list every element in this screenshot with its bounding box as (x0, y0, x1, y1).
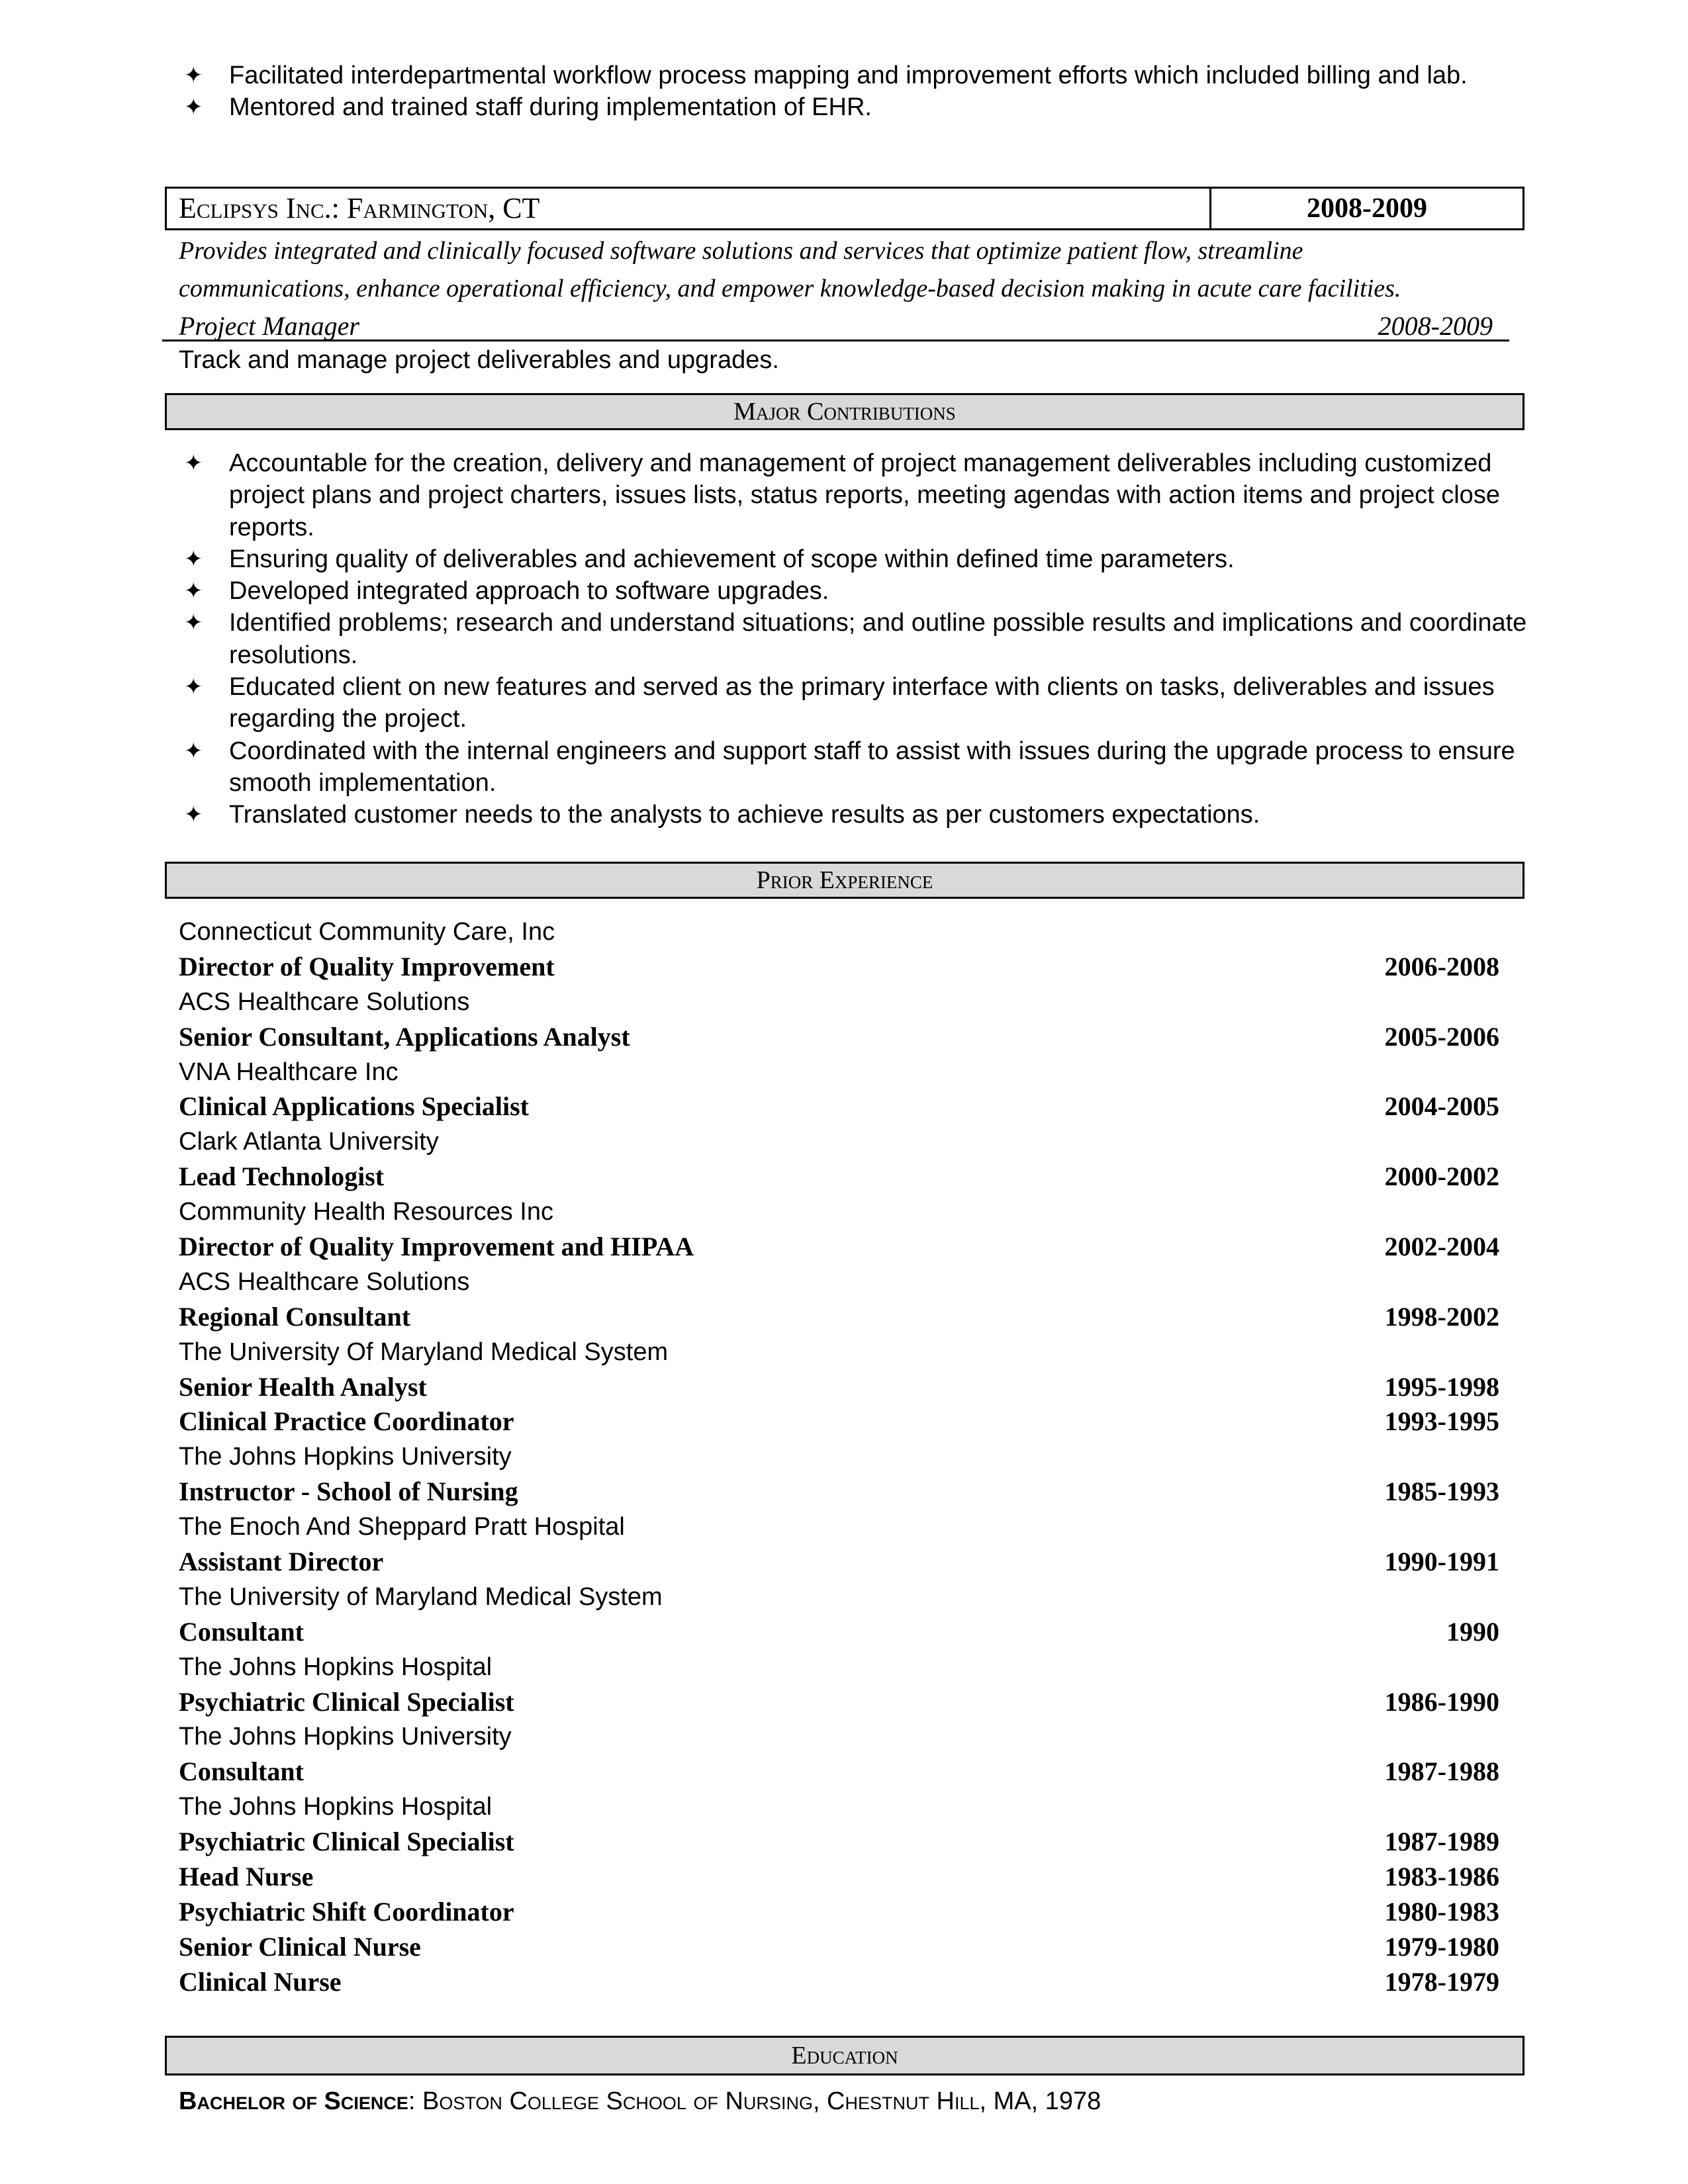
job-title: Psychiatric Shift Coordinator (179, 1896, 514, 1927)
job-dates: 2002-2004 (1384, 1232, 1499, 1262)
employer-row (179, 1719, 1499, 1754)
employer-row (179, 1580, 1499, 1615)
contribution-text: Ensuring quality of deliverables and achievement of scope within defined time parameters. (229, 545, 1235, 573)
job-dates: 2006-2008 (1384, 951, 1499, 981)
job-title-row (179, 1825, 1499, 1860)
job-dates: 1987-1988 (1384, 1756, 1499, 1787)
job-dates: 1995-1998 (1384, 1371, 1499, 1402)
job-title: Consultant (179, 1756, 304, 1787)
separator: : (408, 2087, 416, 2115)
contribution-item (184, 575, 1528, 607)
contribution-item (184, 607, 1528, 671)
job-title: Senior Clinical Nurse (179, 1931, 421, 1962)
job-title-row (179, 1160, 1499, 1195)
job-title-row (179, 1475, 1499, 1510)
role-summary: Track and manage project deliverables and upgrades. (179, 346, 779, 374)
section-header-major-contributions: Major Contributions (165, 393, 1524, 430)
contribution-item (184, 735, 1528, 799)
job-dates: 1990 (1446, 1616, 1499, 1647)
job-dates: 2000-2002 (1384, 1161, 1499, 1192)
job-dates: 1980-1983 (1384, 1896, 1499, 1927)
bullet-text: Mentored and trained staff during implementation of EHR. (229, 93, 872, 122)
job-title: Director of Quality Improvement and HIPAA (179, 1232, 694, 1262)
job-title: Psychiatric Clinical Specialist (179, 1827, 514, 1857)
job-title-row (179, 1895, 1499, 1930)
employer-dates: 2008-2009 (1307, 193, 1427, 224)
employer-name: VNA Healthcare Inc (179, 1058, 399, 1086)
job-dates: 1990-1991 (1384, 1547, 1499, 1577)
contribution-item (184, 447, 1528, 543)
job-dates: 1985-1993 (1384, 1477, 1499, 1507)
job-title-row (179, 1300, 1499, 1335)
employer-name: Community Health Resources Inc (179, 1198, 553, 1226)
major-contributions-list (184, 447, 1528, 831)
job-title: Clinical Practice Coordinator (179, 1406, 514, 1437)
top-bullet-list (184, 60, 1528, 124)
bullet-item (184, 60, 1528, 91)
employer-name: The Johns Hopkins Hospital (179, 1653, 492, 1681)
employer-name: The Johns Hopkins Hospital (179, 1793, 492, 1821)
employer-row (179, 1195, 1499, 1230)
four-pointed-star-icon: ✦ (184, 545, 203, 572)
description-line: communications, enhance operational efficiency, and empower knowledge-based decision making in acute care facilities. (179, 275, 1401, 302)
job-title-row (179, 950, 1499, 985)
employer-name: The University Of Maryland Medical System (179, 1338, 669, 1366)
job-dates: 1986-1990 (1384, 1686, 1499, 1717)
role-title: Project Manager (179, 311, 359, 341)
section-header-prior-experience: Prior Experience (165, 862, 1524, 899)
employer-name: ACS Healthcare Solutions (179, 987, 470, 1016)
job-title: Head Nurse (179, 1862, 314, 1892)
four-pointed-star-icon: ✦ (184, 94, 203, 121)
job-dates: 1983-1986 (1384, 1862, 1499, 1892)
employer-name: Eclipsys Inc.: Farmington, CT (167, 189, 1211, 228)
employer-row (179, 985, 1499, 1020)
contribution-text: Accountable for the creation, delivery and management of project management deliverables including customized project plans and project charters, issues lists, status reports, meeting agendas with action items and project close reports. (229, 449, 1500, 541)
four-pointed-star-icon: ✦ (184, 450, 203, 477)
employer-name: Clark Atlanta University (179, 1128, 439, 1156)
employer-row (179, 915, 1499, 950)
employer-row (179, 1650, 1499, 1685)
employer-row (179, 1335, 1499, 1370)
employer-row (179, 1790, 1499, 1825)
employer-row (179, 1124, 1499, 1160)
job-title-row (179, 1754, 1499, 1790)
job-title: Lead Technologist (179, 1161, 385, 1192)
role-line (162, 308, 1509, 341)
four-pointed-star-icon: ✦ (184, 801, 203, 829)
employer-name: Connecticut Community Care, Inc (179, 918, 555, 946)
four-pointed-star-icon: ✦ (184, 578, 203, 605)
job-title: Senior Health Analyst (179, 1371, 427, 1402)
job-dates: 2005-2006 (1384, 1021, 1499, 1052)
job-title-row (179, 1020, 1499, 1055)
job-title-row (179, 1615, 1499, 1650)
job-title-row (179, 1685, 1499, 1720)
employer-row (179, 1265, 1499, 1300)
school: Boston College School of Nursing, Chestnut Hill, MA, 1978 (422, 2087, 1102, 2115)
job-dates: 1993-1995 (1384, 1406, 1499, 1437)
job-title: Psychiatric Clinical Specialist (179, 1686, 514, 1717)
contribution-item (184, 671, 1528, 735)
four-pointed-star-icon: ✦ (184, 62, 203, 89)
employer-name: ACS Healthcare Solutions (179, 1267, 470, 1296)
employer-name: The Johns Hopkins University (179, 1723, 512, 1751)
job-title-row (179, 1545, 1499, 1580)
contribution-text: Coordinated with the internal engineers and support staff to assist with issues during the upgrade process to ensure smooth implementation. (229, 737, 1515, 797)
contribution-item (184, 799, 1528, 831)
contribution-text: Developed integrated approach to software upgrades. (229, 577, 829, 606)
employer-row (179, 1510, 1499, 1545)
employer-description (179, 232, 1529, 308)
education-entry (179, 2085, 1101, 2117)
job-title: Consultant (179, 1616, 304, 1647)
role-dates: 2008-2009 (1378, 311, 1493, 341)
job-title-row (179, 1370, 1499, 1405)
employer-name: The University of Maryland Medical System (179, 1582, 663, 1611)
employer-row (179, 1439, 1499, 1475)
prior-experience-list (179, 915, 1499, 2000)
job-dates: 1987-1989 (1384, 1827, 1499, 1857)
four-pointed-star-icon: ✦ (184, 610, 203, 637)
job-title-row (179, 1965, 1499, 2000)
employer-header-box (165, 187, 1524, 230)
contribution-text: Translated customer needs to the analysts to achieve results as per customers expectations. (229, 801, 1260, 829)
employer-row (179, 1055, 1499, 1090)
bullet-text: Facilitated interdepartmental workflow process mapping and improvement efforts which included billing and lab. (229, 62, 1468, 89)
job-title: Assistant Director (179, 1547, 384, 1577)
job-dates: 2004-2005 (1384, 1091, 1499, 1122)
job-title: Clinical Applications Specialist (179, 1091, 529, 1122)
job-title: Clinical Nurse (179, 1966, 342, 1997)
four-pointed-star-icon: ✦ (184, 674, 203, 701)
job-title-row (179, 1860, 1499, 1895)
job-title: Senior Consultant, Applications Analyst (179, 1021, 630, 1052)
job-title-row (179, 1404, 1499, 1439)
contribution-text: Educated client on new features and served as the primary interface with clients on tasks, deliverables and issues regarding the project. (229, 673, 1495, 733)
job-title-row (179, 1089, 1499, 1124)
bullet-item (184, 91, 1528, 123)
job-title: Regional Consultant (179, 1301, 411, 1332)
job-dates: 1998-2002 (1384, 1301, 1499, 1332)
employer-name: The Johns Hopkins University (179, 1443, 512, 1471)
section-header-education: Education (165, 2036, 1524, 2075)
job-title: Instructor - School of Nursing (179, 1477, 518, 1507)
description-line: Provides integrated and clinically focused software solutions and services that optimize patient flow, streamline (179, 237, 1303, 265)
job-title-row (179, 1930, 1499, 1965)
job-title: Director of Quality Improvement (179, 951, 555, 981)
job-dates: 1978-1979 (1384, 1966, 1499, 1997)
degree: Bachelor of Science (179, 2087, 408, 2115)
four-pointed-star-icon: ✦ (184, 737, 203, 764)
contribution-item (184, 543, 1528, 575)
job-title-row (179, 1230, 1499, 1265)
job-dates: 1979-1980 (1384, 1931, 1499, 1962)
employer-name: The Enoch And Sheppard Pratt Hospital (179, 1513, 625, 1541)
contribution-text: Identified problems; research and understand situations; and outline possible results and implications and coordinate resolutions. (229, 609, 1527, 669)
